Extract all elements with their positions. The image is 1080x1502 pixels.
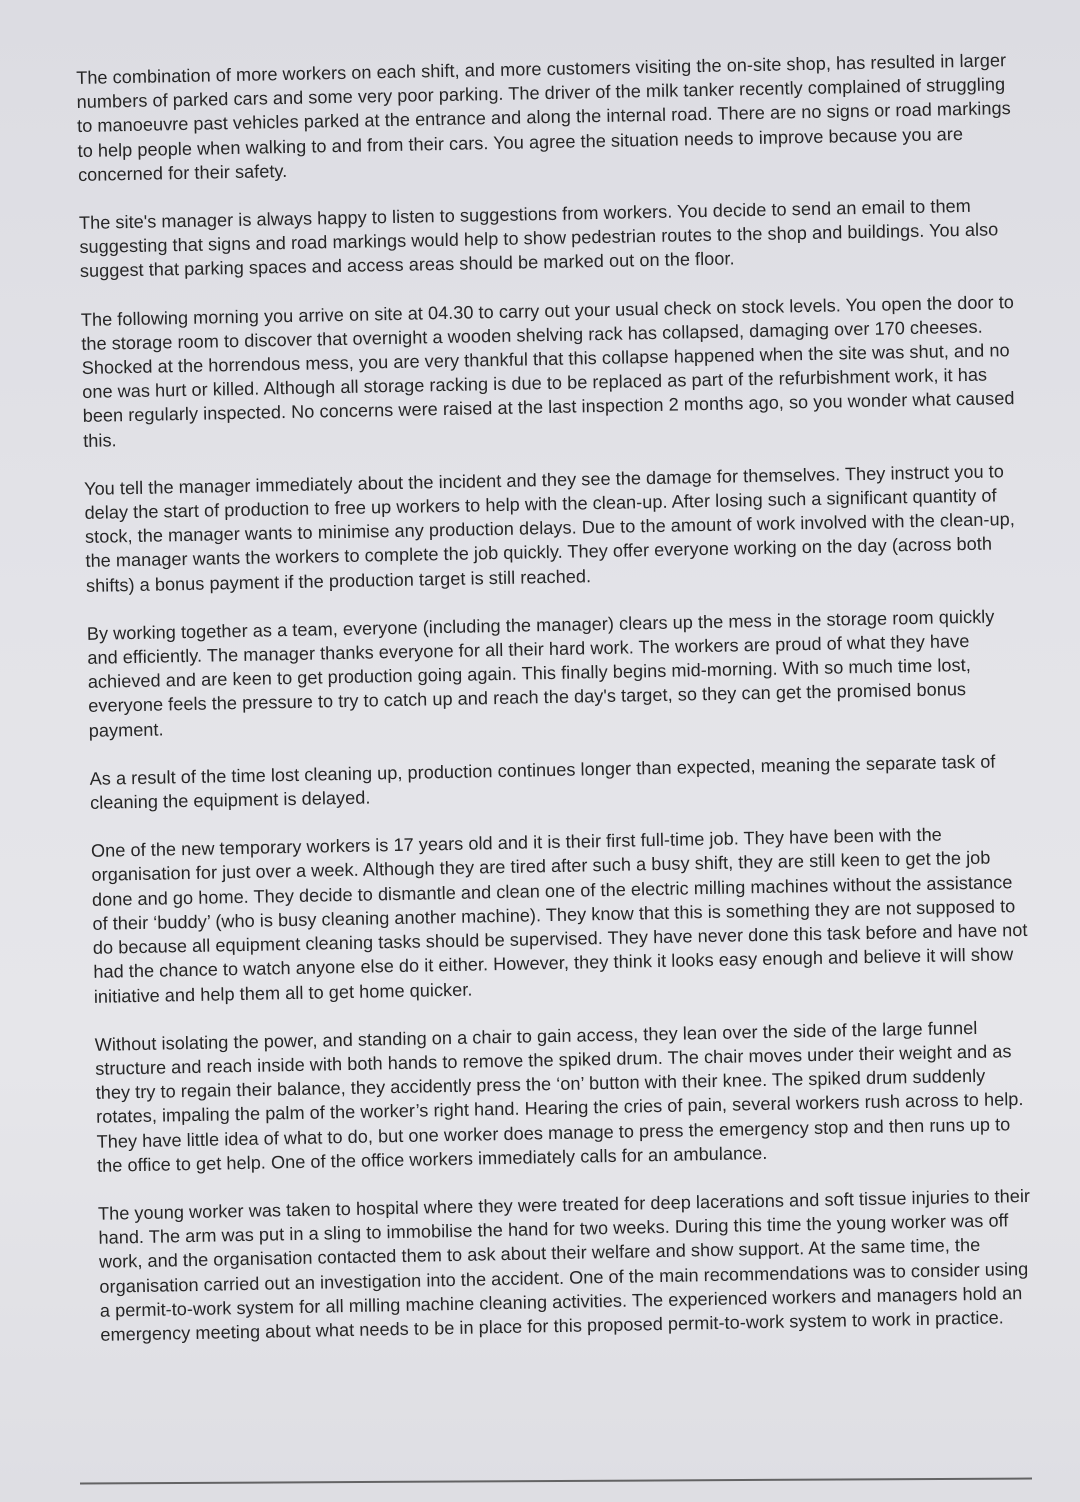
paragraph-accident: Without isolating the power, and standing on a chair to gain access, they lean over the side of the large funnel structure and reach inside with both hands to remove the spiked drum. The chair moves under their weight and as they try to regain their balance, they accidently press the ‘on’ button with their knee. The spiked drum suddenly rotates, impaling the palm of the worker’s right hand. Hearing the cries of pain, several workers rush across to help. They have little idea of what to do, but one worker does manage to press the emergency stop and then runs up to the office to get help. One of the office workers immediately calls for an ambulance. [94, 1017, 1024, 1176]
paragraph-young-worker: One of the new temporary workers is 17 years old and it is their first full-time job. They have been with the organisation for just over a week. Although they are tired after such a busy shift, they are still keen to get the job done and go home. They decide to dismantle and clean one of the electric milling machines without the assistance of their ‘buddy’ (who is busy cleaning another machine). They know that this is something they are not supposed to do because all equipment cleaning tasks should be supervised. They have never done this task before and have not had the chance to watch anyone else do it either. However, they think it looks easy enough and believe it will show initiative and help them all to get home quicker. [90, 824, 1028, 1007]
document-body [76, 48, 1041, 1371]
paragraph-parking: The combination of more workers on each shift, and more customers visiting the on-site shop, has resulted in larger numbers of parked cars and some very poor parking. The driver of the milk tanker recently complained of struggling to manoeuvre past vehicles parked at the entrance and along the internal road. There are no signs or road markings to help people when walking to and from their cars. You agree the situation needs to improve because you are concerned for their safety. [76, 50, 1011, 185]
paragraph-investigation: The young worker was taken to hospital where they were treated for deep lacerations and soft tissue injuries to their hand. The arm was put in a sling to immobilise the hand for two weeks. During this time the young worker was off work, and the organisation contacted them to ask about their welfare and show support. At the same time, the organisation carried out an investigation into the accident. One of the main recommendations was to consider using a permit-to-work system for all milling machine cleaning activities. The experienced workers and managers hold an emergency meeting about what needs to be in place for this proposed permit-to-work system to work in practice. [97, 1185, 1031, 1345]
paragraph-rack-collapse: The following morning you arrive on site at 04.30 to carry out your usual check on stock levels. You open the door to the storage room to discover that overnight a wooden shelving rack has collapsed, damaging over 170 cheeses. Shocked at the horrendous mess, you are very thankful that this collapse happened when the site was shut, and no one was hurt or killed. Although all storage racking is due to be replaced as part of the refurbishment work, it has been regularly inspected. No concerns were raised at the last inspection 2 months ago, so you wonder what caused this. [80, 291, 1015, 451]
paragraph-email-suggestion: The site's manager is always happy to listen to suggestions from workers. You decide to send an email to them suggesting that signs and road markings would help to show pedestrian routes to the shop and buildings. You also suggest that parking spaces and access areas should be marked out on the floor. [78, 195, 999, 282]
bottom-rule-divider [80, 1478, 1032, 1485]
paragraph-manager-response: You tell the manager immediately about the incident and they see the damage for themselves. They instruct you to delay the start of production to free up workers to help with the clean-up. After losing such a significant quantity of stock, the manager wants to minimise any production delays. Due to the amount of work involved with the clean-up, the manager wants the workers to complete the job quickly. They offer everyone working on the day (across both shifts) a bonus payment if the production target is still reached. [83, 461, 1015, 596]
paragraph-production-delay: As a result of the time lost cleaning up, production continues longer than expected, meaning the separate task of cleaning the equipment is delayed. [89, 751, 996, 813]
paragraph-clean-up: By working together as a team, everyone (including the manager) clears up the mess in the storage room quickly and efficiently. The manager thanks everyone for all their hard work. The workers are proud of what they have achieved and are keen to get production going again. This finally begins mid-morning. With so much time lost, everyone feels the pressure to try to catch up and reach the day's target, so they can get the promised bonus payment. [86, 606, 995, 741]
